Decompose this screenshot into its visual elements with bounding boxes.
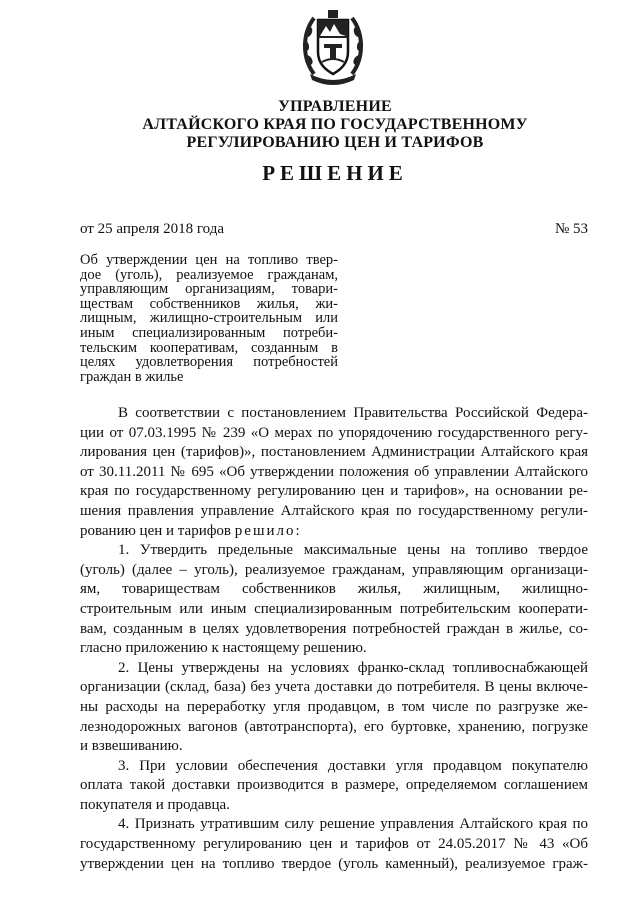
subject-line: тельским кооперативам, созданным в <box>80 339 338 356</box>
body-line: края по государственному регулированию цен и тарифов», на основании ре- <box>80 483 588 500</box>
org-name-line-1: УПРАВЛЕНИЕ <box>278 98 392 115</box>
body-line: ны расходы на переработку угля продавцом, в том числе по разгрузке же- <box>80 698 588 715</box>
decided-word: решило: <box>234 522 302 539</box>
body-line: и взвешиванию. <box>80 738 183 755</box>
body-line: строительным или иным специализированным потребительским кооперати- <box>80 600 588 617</box>
subject-line: ществам собственников жилья, жи- <box>80 295 338 312</box>
body-line: ям, товариществам собственников жилья, жилищным, жилищно- <box>80 581 588 598</box>
body-line: (уголь) (далее – уголь), реализуемое гражданам, управляющим организаци- <box>80 561 588 578</box>
subject-line: граждан в жилье <box>80 368 184 385</box>
subject-line: управляющим организациям, товари- <box>80 281 338 298</box>
document-number: № 53 <box>554 221 588 237</box>
body-line: 3. При условии обеспечения доставки угля продавцом покупателю <box>118 757 588 774</box>
org-name-line-3: РЕГУЛИРОВАНИЮ ЦЕН И ТАРИФОВ <box>186 134 484 151</box>
document-title: РЕШЕНИЕ <box>262 161 408 185</box>
body-line-decided <box>80 522 588 542</box>
body-line: лирования цен (тарифов)», постановлением Администрации Алтайского края <box>80 444 588 461</box>
body-line: от 30.11.2011 № 695 «Об утверждении положения об управлении Алтайского <box>80 463 588 480</box>
subject-line: целях удовлетворения потребностей <box>80 354 338 371</box>
body-line: утверждении цен на топливо твердое (уголь каменный), реализуемое граж- <box>80 855 588 872</box>
subject-line: Об утверждении цен на топливо твер- <box>80 252 338 268</box>
subject-line: иным специализированным потреби- <box>80 324 338 341</box>
document-body <box>80 404 588 874</box>
body-line: шения правления управление Алтайского края по государственному регули- <box>80 502 588 519</box>
body-line: государственному регулированию цен и тарифов от 24.05.2017 № 43 «Об <box>80 836 588 853</box>
body-line-text: рованию цен и тарифов <box>80 522 232 539</box>
coat-of-arms-icon <box>300 8 366 88</box>
document-date: от 25 апреля 2018 года <box>80 221 225 237</box>
body-line: организации (склад, база) без учета доставки до потребителя. В цены включе- <box>80 679 588 696</box>
body-line: ции от 07.03.1995 № 239 «О мерах по упорядочению государственного регу- <box>80 424 588 441</box>
body-line: гласно приложению к настоящему решению. <box>80 640 367 657</box>
subject-line: лищным, жилищно-строительным или <box>80 310 338 327</box>
body-line: покупателя и продавца. <box>80 796 230 813</box>
subject-line: дое (уголь), реализуемое гражданам, <box>80 266 338 283</box>
body-line: 2. Цены утверждены на условиях франко-склад топливоснабжающей <box>118 659 588 676</box>
org-name-line-2: АЛТАЙСКОГО КРАЯ ПО ГОСУДАРСТВЕННОМУ <box>142 116 528 133</box>
body-line: 4. Признать утратившим силу решение управления Алтайского края по <box>118 816 588 833</box>
body-line: вам, созданным в целях удовлетворения потребностей граждан в жилье, со- <box>80 620 588 637</box>
body-line: В соответствии с постановлением Правительства Российской Федера- <box>118 405 588 421</box>
document-subject <box>80 253 338 384</box>
body-line: лезнодорожных вагонов (автотранспорта), его буртовке, хранению, погрузке <box>80 718 588 735</box>
body-line: оплата такой доставки производится в размере, определяемом соглашением <box>80 777 588 794</box>
body-line: 1. Утвердить предельные максимальные цены на топливо твердое <box>118 542 588 559</box>
